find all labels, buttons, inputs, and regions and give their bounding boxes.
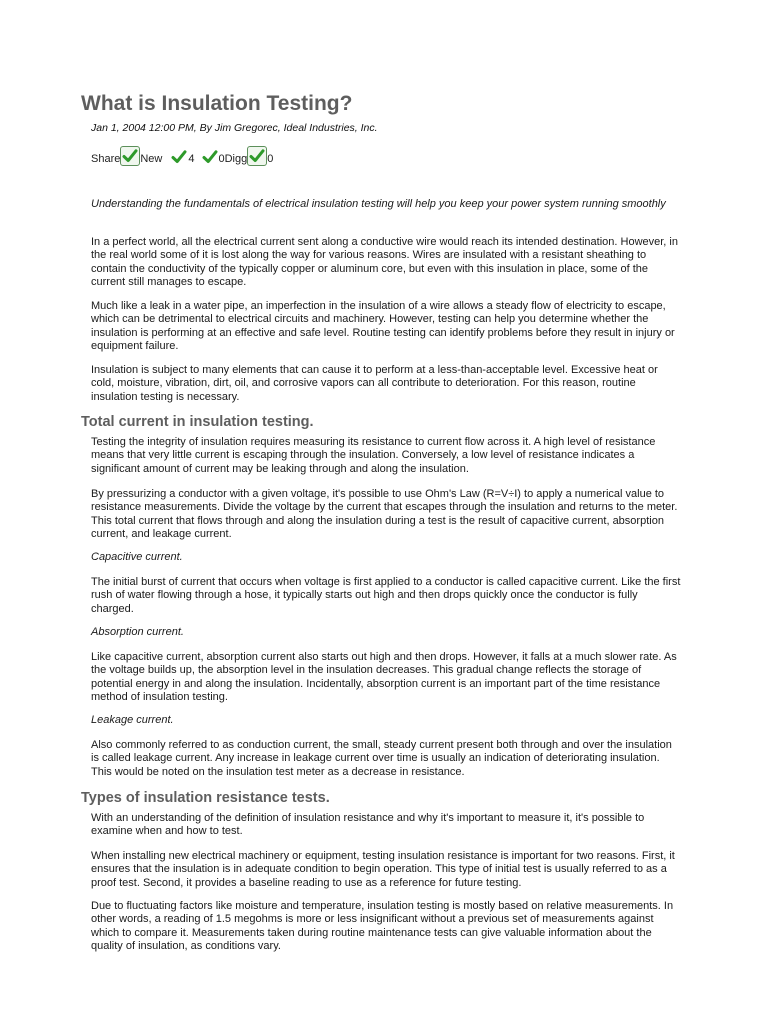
absorption-current-heading: Absorption current.	[91, 626, 184, 638]
digg-check-icon[interactable]	[201, 148, 219, 166]
share-label[interactable]: Share	[91, 153, 121, 165]
section-heading-total-current: Total current in insulation testing.	[81, 414, 314, 430]
article-title: What is Insulation Testing?	[81, 92, 353, 115]
new-check-icon[interactable]	[170, 148, 188, 166]
capacitive-current-heading: Capacitive current.	[91, 551, 183, 563]
article-intro: Understanding the fundamentals of electrical insulation testing will help you keep your power system running smoothly	[91, 198, 666, 210]
leakage-current-heading: Leakage current.	[91, 714, 174, 726]
share-bar	[91, 144, 273, 168]
digg-label[interactable]: 0Digg	[218, 153, 248, 165]
section1-paragraph-1: Testing the integrity of insulation requires measuring its resistance to current flow across it. A high level of resistance means that very little current is escaping through the insulation. Conversely, a low level of resistance indicates a significant amount of current may be leaking through and along the insulation.	[91, 436, 656, 475]
digg-count: 0	[267, 153, 274, 165]
paragraph-1: In a perfect world, all the electrical current sent along a conductive wire would reach its intended destination. However, in the real world some of it is lost along the way for various reasons. Wires are insulated with a resistant sheathing to contain the conductivity of the typically copper or aluminum core, but even with this insulation in place, some of the current still manages to escape.	[91, 236, 678, 289]
paragraph-3: Insulation is subject to many elements that can cause it to perform at a less-than-acceptable level. Excessive heat or cold, moisture, vibration, dirt, oil, and corrosive vapors can all contribute to deterioration. For this reason, routine insulation testing is necessary.	[91, 364, 658, 403]
share-count: 4	[188, 153, 195, 165]
section2-paragraph-3: Due to fluctuating factors like moisture and temperature, insulation testing is mostly based on relative measurements. In other words, a reading of 1.5 megohms is more or less insignificant without a previous set of measurements against which to compare it. Measurements taken during routine maintenance tests can give valuable information about the quality of insulation, as conditions vary.	[91, 900, 674, 953]
section1-paragraph-2: By pressurizing a conductor with a given voltage, it's possible to use Ohm's Law (R=V÷I) to apply a numerical value to resistance measurements. Divide the voltage by the current that escapes through the insulation and returns to the meter. This total current that flows through and along the insulation during a test is the result of capacitive current, absorption current, and leakage current.	[91, 488, 678, 541]
article-byline: Jan 1, 2004 12:00 PM, By Jim Gregorec, Ideal Industries, Inc.	[91, 122, 378, 134]
absorption-current-text: Like capacitive current, absorption current also starts out high and then drops. However, it falls at a much slower rate. As the voltage builds up, the absorption level in the insulation decreases. This gradual change reflects the storage of potential energy in and along the insulation. Incidentally, absorption current is an important part of the time resistance method of insulation testing.	[91, 651, 677, 704]
share-check-icon[interactable]	[120, 146, 140, 166]
paragraph-2: Much like a leak in a water pipe, an imperfection in the insulation of a wire allows a steady flow of electricity to escape, which can be detrimental to electrical circuits and machinery. However, testing can help you determine whether the insulation is performing at an effective and safe level. Routine testing can identify problems before they result in injury or equipment failure.	[91, 300, 675, 353]
section2-paragraph-2: When installing new electrical machinery or equipment, testing insulation resistance is important for two reasons. First, it ensures that the insulation is in adequate condition to begin operation. This type of initial test is usually referred to as a proof test. Second, it provides a baseline reading to use as a reference for future testing.	[91, 850, 675, 889]
section-heading-test-types: Types of insulation resistance tests.	[81, 790, 330, 806]
new-label[interactable]: New	[140, 153, 163, 165]
leakage-current-text: Also commonly referred to as conduction current, the small, steady current present both through and over the insulation is called leakage current. Any increase in leakage current over time is usually an indication of deteriorating insulation. This would be noted on the insulation test meter as a decrease in resistance.	[91, 739, 672, 778]
capacitive-current-text: The initial burst of current that occurs when voltage is first applied to a conductor is called capacitive current. Like the first rush of water flowing through a hose, it typically starts out high and then drops quickly once the conductor is fully charged.	[91, 576, 681, 615]
digg-vote-check-icon[interactable]	[247, 146, 267, 166]
section2-paragraph-1: With an understanding of the definition of insulation resistance and why it's important to measure it, it's possible to examine when and how to test.	[91, 812, 645, 838]
